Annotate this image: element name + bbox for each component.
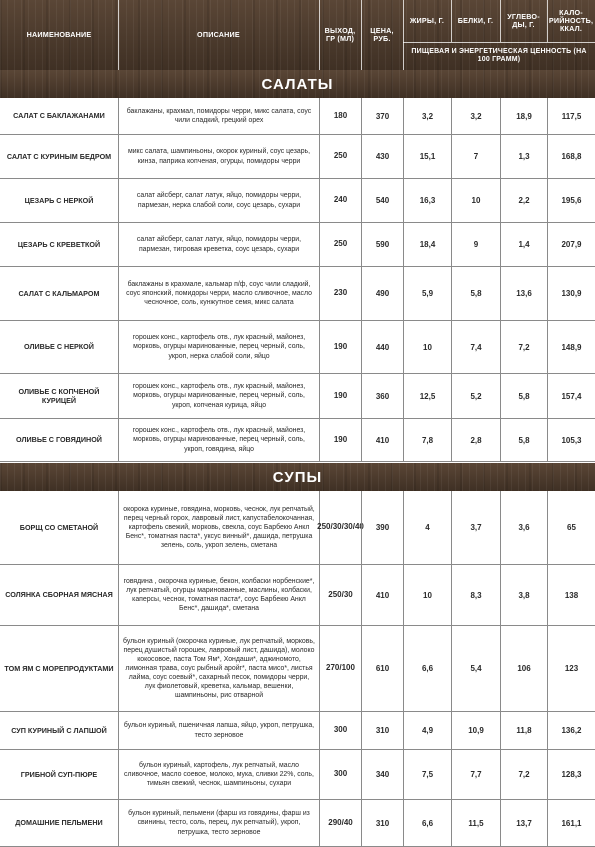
cell-description: бульон куриный, пшеничная лапша, яйцо, укроп, петрушка, тесто зерновое (118, 712, 319, 749)
cell-yield: 250/30/30/40 (319, 491, 361, 564)
cell-carbs: 13,6 (500, 267, 547, 320)
cell-description: горошек конс., картофель отв., лук красный, майонез, морковь, огурцы маринованные, перец черный, соль, укроп, говядина, яйцо (118, 419, 319, 461)
cell-yield: 180 (319, 98, 361, 134)
cell-name: ГРИБНОЙ СУП-ПЮРЕ (20, 769, 98, 779)
cell-price: 540 (361, 179, 403, 222)
cell-yield: 240 (319, 179, 361, 222)
cell-fat: 6,6 (403, 626, 451, 711)
cell-yield: 300 (319, 750, 361, 799)
cell-description: микс салата, шампиньоны, окорок куриный, соус цезарь, кинза, паприка копченая, огурцы, помидоры черри (118, 135, 319, 178)
cell-protein: 5,2 (451, 374, 500, 418)
cell-description: баклажаны в крахмале, кальмар п/ф, соус чили сладкий, соус японский, помидоры черри, масло сливочное, масло чесночное, соль, кунжутное семя, микс салата (118, 267, 319, 320)
cell-price: 590 (361, 223, 403, 266)
cell-yield: 230 (319, 267, 361, 320)
cell-protein: 11,5 (451, 800, 500, 846)
table-row (0, 374, 595, 419)
cell-carbs: 5,8 (500, 419, 547, 461)
cell-fat: 5,9 (403, 267, 451, 320)
cell-price: 440 (361, 321, 403, 373)
cell-name: САЛАТ С КУРИНЫМ БЕДРОМ (6, 151, 112, 161)
cell-name: СУП КУРИНЫЙ С ЛАПШОЙ (11, 725, 107, 735)
table-header (0, 0, 595, 70)
cell-calories: 65 (547, 491, 595, 564)
cell-description: баклажаны, крахмал, помидоры черри, микс салата, соус чили сладкий, грецкий орех (118, 98, 319, 134)
cell-description: бульон куриный (окорочка куриные, лук репчатый, морковь, перец душистый горошек, лавровый лист, дашида), молоко кокосовое, паста Том Ям*, Хондаши*, аджиномото, лимонная трава, соус рыбный аройг*, паста мисо*, листья лайма, соус соевый*, сахарный песок, помидоры черри, лук фиолетовый, креветка, кальмар, вешенки, шампиньоны, рис отварной (118, 626, 319, 711)
cell-carbs: 106 (500, 626, 547, 711)
header-description: ОПИСАНИЕ (197, 29, 240, 39)
cell-carbs: 1,3 (500, 135, 547, 178)
cell-calories: 117,5 (547, 98, 595, 134)
cell-fat: 3,2 (403, 98, 451, 134)
cell-protein: 3,7 (451, 491, 500, 564)
cell-calories: 168,8 (547, 135, 595, 178)
table-row (0, 626, 595, 712)
header-fat: ЖИРЫ, Г. (409, 15, 445, 25)
cell-calories: 157,4 (547, 374, 595, 418)
cell-carbs: 13,7 (500, 800, 547, 846)
cell-calories: 138 (547, 565, 595, 625)
cell-price: 430 (361, 135, 403, 178)
table-row (0, 223, 595, 267)
cell-yield: 250/30 (319, 565, 361, 625)
cell-calories: 207,9 (547, 223, 595, 266)
cell-price: 370 (361, 98, 403, 134)
cell-protein: 7 (451, 135, 500, 178)
table-row (0, 800, 595, 847)
cell-name: САЛАТ С БАКЛАЖАНАМИ (13, 111, 105, 121)
cell-name: ЦЕЗАРЬ С КРЕВЕТКОЙ (17, 239, 101, 249)
cell-description: бульон куриный, пельмени (фарш из говядины, фарш из свинины, тесто, соль, перец, лук репчатый), укроп, петрушка, тесто зерновое (118, 800, 319, 846)
cell-protein: 8,3 (451, 565, 500, 625)
cell-fat: 7,8 (403, 419, 451, 461)
cell-carbs: 3,6 (500, 491, 547, 564)
cell-yield: 250 (319, 223, 361, 266)
table-row (0, 179, 595, 223)
cell-price: 360 (361, 374, 403, 418)
table-row (0, 419, 595, 462)
cell-yield: 270/100 (319, 626, 361, 711)
section-title-soups: СУПЫ (0, 463, 595, 491)
cell-description: горошек конс., картофель отв., лук красный, майонез, морковь, огурцы маринованные, перец черный, соль, укроп, копченая курица, яйцо (118, 374, 319, 418)
cell-carbs: 18,9 (500, 98, 547, 134)
cell-description: бульон куриный, картофель, лук репчатый, масло сливочное, масло соевое, молоко, мука, сливки 22%, соль, тимьян свежий, чеснок, шампиньоны, сухари (118, 750, 319, 799)
cell-fat: 16,3 (403, 179, 451, 222)
cell-fat: 6,6 (403, 800, 451, 846)
cell-fat: 7,5 (403, 750, 451, 799)
table-row (0, 565, 595, 626)
cell-carbs: 11,8 (500, 712, 547, 749)
header-nutrition-caption: ПИЩЕВАЯ И ЭНЕРГЕТИЧЕСКАЯ ЦЕННОСТЬ (НА 100 ГРАММ) (411, 48, 587, 63)
table-row (0, 135, 595, 179)
cell-name: БОРЩ СО СМЕТАНОЙ (19, 522, 99, 532)
cell-protein: 7,7 (451, 750, 500, 799)
cell-yield: 190 (319, 419, 361, 461)
table-row (0, 98, 595, 135)
cell-yield: 190 (319, 321, 361, 373)
cell-protein: 10,9 (451, 712, 500, 749)
cell-protein: 7,4 (451, 321, 500, 373)
cell-fat: 10 (403, 321, 451, 373)
cell-carbs: 1,4 (500, 223, 547, 266)
cell-protein: 3,2 (451, 98, 500, 134)
table-row (0, 267, 595, 321)
cell-carbs: 7,2 (500, 750, 547, 799)
cell-fat: 18,4 (403, 223, 451, 266)
header-carbs: УГЛЕВО-ДЫ, Г. (507, 11, 540, 29)
header-yield: ВЫХОД, ГР (МЛ) (324, 25, 356, 43)
cell-price: 340 (361, 750, 403, 799)
cell-protein: 9 (451, 223, 500, 266)
cell-name: ОЛИВЬЕ С ГОВЯДИНОЙ (16, 435, 102, 445)
cell-description: окорока куриные, говядина, морковь, чеснок, лук репчатый, перец черный горох, лавровый лист, капустабелокочанная, картофель свежий, морковь, свекла, соус Барбекю Анкл Бенс*, томатная паста*, уксус винный*, дашида, петрушка зелень, соль, укроп зелень, сметана (118, 491, 319, 564)
cell-yield: 300 (319, 712, 361, 749)
cell-carbs: 2,2 (500, 179, 547, 222)
cell-fat: 4,9 (403, 712, 451, 749)
cell-price: 390 (361, 491, 403, 564)
cell-description: салат айсберг, салат латук, яйцо, помидоры черри, пармезан, тигровая креветка, соус цезарь, сухари (118, 223, 319, 266)
cell-yield: 250 (319, 135, 361, 178)
table-row (0, 321, 595, 374)
cell-name: ДОМАШНИЕ ПЕЛЬМЕНИ (15, 818, 103, 828)
cell-price: 410 (361, 419, 403, 461)
cell-fat: 10 (403, 565, 451, 625)
cell-price: 310 (361, 712, 403, 749)
cell-yield: 290/40 (319, 800, 361, 846)
header-calories: КАЛО-РИЙНОСТЬ, ККАЛ. (548, 7, 594, 34)
cell-protein: 5,4 (451, 626, 500, 711)
header-name: НАИМЕНОВАНИЕ (26, 29, 92, 39)
cell-protein: 5,8 (451, 267, 500, 320)
cell-name: ОЛИВЬЕ С НЕРКОЙ (24, 342, 94, 352)
cell-name: ОЛИВЬЕ С КОПЧЕНОЙ КУРИЦЕЙ (18, 386, 100, 405)
cell-name: СОЛЯНКА СБОРНАЯ МЯСНАЯ (5, 590, 113, 600)
cell-name: ЦЕЗАРЬ С НЕРКОЙ (24, 195, 94, 205)
cell-name: ТОМ ЯМ С МОРЕПРОДУКТАМИ (4, 663, 114, 673)
table-row (0, 712, 595, 750)
cell-calories: 195,6 (547, 179, 595, 222)
cell-fat: 4 (403, 491, 451, 564)
cell-price: 490 (361, 267, 403, 320)
cell-yield: 190 (319, 374, 361, 418)
cell-fat: 15,1 (403, 135, 451, 178)
table-row (0, 491, 595, 565)
cell-description: говядина , окорочка куриные, бекон, колбаски норбенские*, лук репчатый, огурцы маринованные, маслины, колбаски, каперсы, чеснок, томатная паста*, соус Барбекю Анкл Бенс*, дашида*, сметана (118, 565, 319, 625)
cell-calories: 130,9 (547, 267, 595, 320)
cell-fat: 12,5 (403, 374, 451, 418)
cell-protein: 2,8 (451, 419, 500, 461)
cell-description: салат айсберг, салат латук, яйцо, помидоры черри, пармезан, нерка слабой соли, соус цезарь, сухари (118, 179, 319, 222)
cell-calories: 136,2 (547, 712, 595, 749)
cell-description: горошек конс., картофель отв., лук красный, майонез, морковь, огурцы маринованные, перец черный, соль, укроп, нерка слабой соли, яйцо (118, 321, 319, 373)
cell-protein: 10 (451, 179, 500, 222)
cell-calories: 128,3 (547, 750, 595, 799)
table-row (0, 750, 595, 800)
cell-calories: 105,3 (547, 419, 595, 461)
header-price: ЦЕНА, РУБ. (370, 25, 394, 43)
cell-calories: 148,9 (547, 321, 595, 373)
header-protein: БЕЛКИ, Г. (457, 15, 494, 25)
cell-price: 610 (361, 626, 403, 711)
cell-price: 310 (361, 800, 403, 846)
cell-carbs: 5,8 (500, 374, 547, 418)
cell-price: 410 (361, 565, 403, 625)
cell-carbs: 7,2 (500, 321, 547, 373)
cell-calories: 161,1 (547, 800, 595, 846)
cell-name: САЛАТ С КАЛЬМАРОМ (18, 288, 100, 298)
cell-carbs: 3,8 (500, 565, 547, 625)
cell-calories: 123 (547, 626, 595, 711)
section-title-salads: САЛАТЫ (0, 70, 595, 98)
